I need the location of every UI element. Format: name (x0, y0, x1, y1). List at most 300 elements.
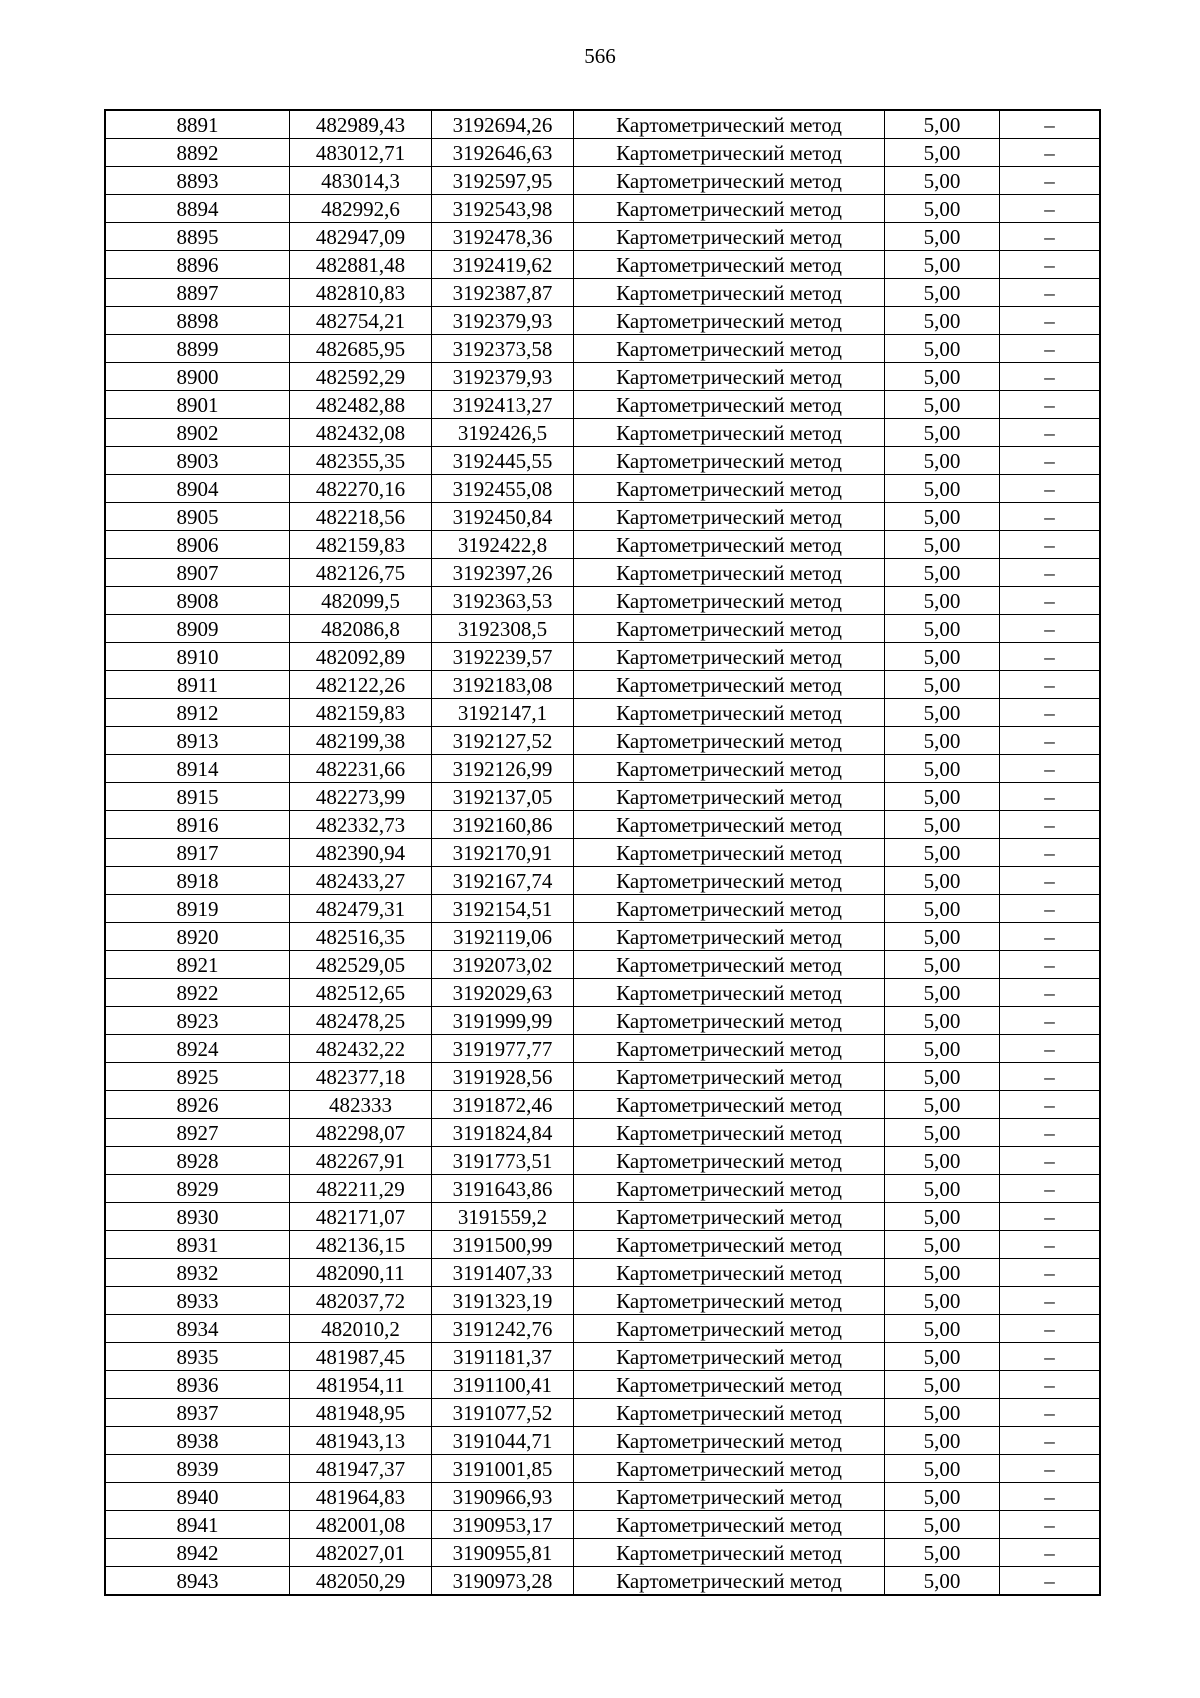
y-coordinate-cell: 3191001,85 (432, 1455, 574, 1483)
x-coordinate-cell: 482086,8 (290, 615, 432, 643)
description-cell: – (1000, 223, 1101, 251)
point-number-cell: 8928 (105, 1147, 290, 1175)
method-cell: Картометрический метод (574, 139, 885, 167)
point-number-cell: 8935 (105, 1343, 290, 1371)
description-cell: – (1000, 1119, 1101, 1147)
table-row (105, 1259, 1100, 1287)
accuracy-cell: 5,00 (885, 110, 1000, 139)
method-cell: Картометрический метод (574, 195, 885, 223)
method-cell: Картометрический метод (574, 671, 885, 699)
x-coordinate-cell: 482027,01 (290, 1539, 432, 1567)
description-cell: – (1000, 1371, 1101, 1399)
y-coordinate-cell: 3192170,91 (432, 839, 574, 867)
description-cell: – (1000, 1091, 1101, 1119)
point-number-cell: 8915 (105, 783, 290, 811)
point-number-cell: 8896 (105, 251, 290, 279)
method-cell: Картометрический метод (574, 587, 885, 615)
table-row (105, 1035, 1100, 1063)
table-row (105, 447, 1100, 475)
accuracy-cell: 5,00 (885, 811, 1000, 839)
point-number-cell: 8913 (105, 727, 290, 755)
y-coordinate-cell: 3192137,05 (432, 783, 574, 811)
table-row (105, 307, 1100, 335)
y-coordinate-cell: 3191181,37 (432, 1343, 574, 1371)
method-cell: Картометрический метод (574, 1511, 885, 1539)
table-row (105, 1119, 1100, 1147)
y-coordinate-cell: 3192419,62 (432, 251, 574, 279)
table-row (105, 1455, 1100, 1483)
x-coordinate-cell: 482199,38 (290, 727, 432, 755)
y-coordinate-cell: 3191928,56 (432, 1063, 574, 1091)
x-coordinate-cell: 482432,22 (290, 1035, 432, 1063)
method-cell: Картометрический метод (574, 1343, 885, 1371)
y-coordinate-cell: 3190973,28 (432, 1567, 574, 1596)
x-coordinate-cell: 481954,11 (290, 1371, 432, 1399)
x-coordinate-cell: 482355,35 (290, 447, 432, 475)
table-row (105, 1371, 1100, 1399)
method-cell: Картометрический метод (574, 251, 885, 279)
description-cell: – (1000, 1343, 1101, 1371)
method-cell: Картометрический метод (574, 335, 885, 363)
accuracy-cell: 5,00 (885, 1539, 1000, 1567)
y-coordinate-cell: 3191500,99 (432, 1231, 574, 1259)
accuracy-cell: 5,00 (885, 447, 1000, 475)
x-coordinate-cell: 482989,43 (290, 110, 432, 139)
y-coordinate-cell: 3192127,52 (432, 727, 574, 755)
y-coordinate-cell: 3192363,53 (432, 587, 574, 615)
description-cell: – (1000, 1455, 1101, 1483)
x-coordinate-cell: 481948,95 (290, 1399, 432, 1427)
description-cell: – (1000, 1035, 1101, 1063)
y-coordinate-cell: 3191977,77 (432, 1035, 574, 1063)
method-cell: Картометрический метод (574, 699, 885, 727)
method-cell: Картометрический метод (574, 979, 885, 1007)
x-coordinate-cell: 482099,5 (290, 587, 432, 615)
point-number-cell: 8909 (105, 615, 290, 643)
accuracy-cell: 5,00 (885, 923, 1000, 951)
accuracy-cell: 5,00 (885, 1399, 1000, 1427)
description-cell: – (1000, 699, 1101, 727)
y-coordinate-cell: 3191773,51 (432, 1147, 574, 1175)
table-body (105, 110, 1100, 1595)
y-coordinate-cell: 3192413,27 (432, 391, 574, 419)
x-coordinate-cell: 482947,09 (290, 223, 432, 251)
x-coordinate-cell: 482211,29 (290, 1175, 432, 1203)
accuracy-cell: 5,00 (885, 195, 1000, 223)
x-coordinate-cell: 482010,2 (290, 1315, 432, 1343)
table-row (105, 587, 1100, 615)
y-coordinate-cell: 3192160,86 (432, 811, 574, 839)
method-cell: Картометрический метод (574, 167, 885, 195)
x-coordinate-cell: 482390,94 (290, 839, 432, 867)
accuracy-cell: 5,00 (885, 671, 1000, 699)
table-row (105, 1539, 1100, 1567)
table-row (105, 1287, 1100, 1315)
x-coordinate-cell: 482432,08 (290, 419, 432, 447)
accuracy-cell: 5,00 (885, 951, 1000, 979)
accuracy-cell: 5,00 (885, 587, 1000, 615)
description-cell: – (1000, 867, 1101, 895)
method-cell: Картометрический метод (574, 1175, 885, 1203)
description-cell: – (1000, 307, 1101, 335)
x-coordinate-cell: 482881,48 (290, 251, 432, 279)
y-coordinate-cell: 3191999,99 (432, 1007, 574, 1035)
point-number-cell: 8897 (105, 279, 290, 307)
table-row (105, 195, 1100, 223)
y-coordinate-cell: 3191077,52 (432, 1399, 574, 1427)
method-cell: Картометрический метод (574, 1091, 885, 1119)
y-coordinate-cell: 3190953,17 (432, 1511, 574, 1539)
method-cell: Картометрический метод (574, 1315, 885, 1343)
accuracy-cell: 5,00 (885, 139, 1000, 167)
y-coordinate-cell: 3192478,36 (432, 223, 574, 251)
description-cell: – (1000, 1539, 1101, 1567)
accuracy-cell: 5,00 (885, 867, 1000, 895)
point-number-cell: 8900 (105, 363, 290, 391)
point-number-cell: 8919 (105, 895, 290, 923)
x-coordinate-cell: 482377,18 (290, 1063, 432, 1091)
x-coordinate-cell: 482001,08 (290, 1511, 432, 1539)
table-row (105, 391, 1100, 419)
accuracy-cell: 5,00 (885, 783, 1000, 811)
method-cell: Картометрический метод (574, 1259, 885, 1287)
method-cell: Картометрический метод (574, 363, 885, 391)
accuracy-cell: 5,00 (885, 559, 1000, 587)
y-coordinate-cell: 3192147,1 (432, 699, 574, 727)
description-cell: – (1000, 1175, 1101, 1203)
accuracy-cell: 5,00 (885, 1175, 1000, 1203)
y-coordinate-cell: 3192308,5 (432, 615, 574, 643)
x-coordinate-cell: 482529,05 (290, 951, 432, 979)
method-cell: Картометрический метод (574, 783, 885, 811)
description-cell: – (1000, 727, 1101, 755)
table-row (105, 1315, 1100, 1343)
accuracy-cell: 5,00 (885, 1035, 1000, 1063)
x-coordinate-cell: 481987,45 (290, 1343, 432, 1371)
description-cell: – (1000, 1511, 1101, 1539)
x-coordinate-cell: 482479,31 (290, 895, 432, 923)
accuracy-cell: 5,00 (885, 727, 1000, 755)
accuracy-cell: 5,00 (885, 167, 1000, 195)
point-number-cell: 8918 (105, 867, 290, 895)
y-coordinate-cell: 3192239,57 (432, 643, 574, 671)
point-number-cell: 8907 (105, 559, 290, 587)
method-cell: Картометрический метод (574, 895, 885, 923)
point-number-cell: 8932 (105, 1259, 290, 1287)
accuracy-cell: 5,00 (885, 307, 1000, 335)
y-coordinate-cell: 3191407,33 (432, 1259, 574, 1287)
description-cell: – (1000, 503, 1101, 531)
point-number-cell: 8942 (105, 1539, 290, 1567)
x-coordinate-cell: 482092,89 (290, 643, 432, 671)
accuracy-cell: 5,00 (885, 1147, 1000, 1175)
y-coordinate-cell: 3190955,81 (432, 1539, 574, 1567)
description-cell: – (1000, 335, 1101, 363)
method-cell: Картометрический метод (574, 727, 885, 755)
table-row (105, 1511, 1100, 1539)
method-cell: Картометрический метод (574, 279, 885, 307)
table-row (105, 419, 1100, 447)
x-coordinate-cell: 482218,56 (290, 503, 432, 531)
table-row (105, 727, 1100, 755)
table-row (105, 223, 1100, 251)
description-cell: – (1000, 110, 1101, 139)
method-cell: Картометрический метод (574, 307, 885, 335)
table-row (105, 1567, 1100, 1596)
accuracy-cell: 5,00 (885, 1315, 1000, 1343)
table-row (105, 110, 1100, 139)
accuracy-cell: 5,00 (885, 699, 1000, 727)
description-cell: – (1000, 671, 1101, 699)
point-number-cell: 8911 (105, 671, 290, 699)
point-number-cell: 8906 (105, 531, 290, 559)
accuracy-cell: 5,00 (885, 1259, 1000, 1287)
point-number-cell: 8936 (105, 1371, 290, 1399)
table-row (105, 1231, 1100, 1259)
description-cell: – (1000, 1063, 1101, 1091)
table-row (105, 867, 1100, 895)
y-coordinate-cell: 3190966,93 (432, 1483, 574, 1511)
description-cell: – (1000, 559, 1101, 587)
point-number-cell: 8943 (105, 1567, 290, 1596)
x-coordinate-cell: 482231,66 (290, 755, 432, 783)
description-cell: – (1000, 1315, 1101, 1343)
x-coordinate-cell: 482482,88 (290, 391, 432, 419)
y-coordinate-cell: 3191323,19 (432, 1287, 574, 1315)
table-row (105, 1175, 1100, 1203)
description-cell: – (1000, 587, 1101, 615)
x-coordinate-cell: 482685,95 (290, 335, 432, 363)
description-cell: – (1000, 1007, 1101, 1035)
x-coordinate-cell: 482992,6 (290, 195, 432, 223)
method-cell: Картометрический метод (574, 1287, 885, 1315)
table-row (105, 1483, 1100, 1511)
description-cell: – (1000, 1259, 1101, 1287)
method-cell: Картометрический метод (574, 503, 885, 531)
y-coordinate-cell: 3192373,58 (432, 335, 574, 363)
table-row (105, 139, 1100, 167)
description-cell: – (1000, 839, 1101, 867)
point-number-cell: 8926 (105, 1091, 290, 1119)
accuracy-cell: 5,00 (885, 335, 1000, 363)
method-cell: Картометрический метод (574, 1231, 885, 1259)
x-coordinate-cell: 482126,75 (290, 559, 432, 587)
accuracy-cell: 5,00 (885, 531, 1000, 559)
accuracy-cell: 5,00 (885, 419, 1000, 447)
y-coordinate-cell: 3191824,84 (432, 1119, 574, 1147)
accuracy-cell: 5,00 (885, 1343, 1000, 1371)
point-number-cell: 8893 (105, 167, 290, 195)
accuracy-cell: 5,00 (885, 1119, 1000, 1147)
table-row (105, 699, 1100, 727)
y-coordinate-cell: 3192387,87 (432, 279, 574, 307)
description-cell: – (1000, 363, 1101, 391)
point-number-cell: 8916 (105, 811, 290, 839)
x-coordinate-cell: 483014,3 (290, 167, 432, 195)
y-coordinate-cell: 3191044,71 (432, 1427, 574, 1455)
description-cell: – (1000, 615, 1101, 643)
y-coordinate-cell: 3192379,93 (432, 363, 574, 391)
point-number-cell: 8931 (105, 1231, 290, 1259)
x-coordinate-cell: 481947,37 (290, 1455, 432, 1483)
point-number-cell: 8910 (105, 643, 290, 671)
x-coordinate-cell: 482159,83 (290, 699, 432, 727)
y-coordinate-cell: 3191100,41 (432, 1371, 574, 1399)
y-coordinate-cell: 3192029,63 (432, 979, 574, 1007)
description-cell: – (1000, 251, 1101, 279)
x-coordinate-cell: 482136,15 (290, 1231, 432, 1259)
y-coordinate-cell: 3192397,26 (432, 559, 574, 587)
table-row (105, 1427, 1100, 1455)
y-coordinate-cell: 3192597,95 (432, 167, 574, 195)
y-coordinate-cell: 3192379,93 (432, 307, 574, 335)
point-number-cell: 8923 (105, 1007, 290, 1035)
table-row (105, 783, 1100, 811)
method-cell: Картометрический метод (574, 811, 885, 839)
accuracy-cell: 5,00 (885, 1371, 1000, 1399)
x-coordinate-cell: 482159,83 (290, 531, 432, 559)
table-row (105, 643, 1100, 671)
accuracy-cell: 5,00 (885, 1427, 1000, 1455)
table-row (105, 1091, 1100, 1119)
accuracy-cell: 5,00 (885, 1231, 1000, 1259)
method-cell: Картометрический метод (574, 1063, 885, 1091)
accuracy-cell: 5,00 (885, 1455, 1000, 1483)
x-coordinate-cell: 482433,27 (290, 867, 432, 895)
y-coordinate-cell: 3192426,5 (432, 419, 574, 447)
method-cell: Картометрический метод (574, 391, 885, 419)
y-coordinate-cell: 3192646,63 (432, 139, 574, 167)
point-number-cell: 8899 (105, 335, 290, 363)
point-number-cell: 8898 (105, 307, 290, 335)
accuracy-cell: 5,00 (885, 1287, 1000, 1315)
point-number-cell: 8908 (105, 587, 290, 615)
point-number-cell: 8914 (105, 755, 290, 783)
description-cell: – (1000, 643, 1101, 671)
x-coordinate-cell: 482298,07 (290, 1119, 432, 1147)
point-number-cell: 8904 (105, 475, 290, 503)
table-row (105, 979, 1100, 1007)
x-coordinate-cell: 482592,29 (290, 363, 432, 391)
accuracy-cell: 5,00 (885, 615, 1000, 643)
table-row (105, 1007, 1100, 1035)
y-coordinate-cell: 3192126,99 (432, 755, 574, 783)
point-number-cell: 8920 (105, 923, 290, 951)
point-number-cell: 8937 (105, 1399, 290, 1427)
method-cell: Картометрический метод (574, 1399, 885, 1427)
method-cell: Картометрический метод (574, 1007, 885, 1035)
accuracy-cell: 5,00 (885, 279, 1000, 307)
method-cell: Картометрический метод (574, 1147, 885, 1175)
point-number-cell: 8917 (105, 839, 290, 867)
point-number-cell: 8938 (105, 1427, 290, 1455)
table-row (105, 559, 1100, 587)
description-cell: – (1000, 923, 1101, 951)
description-cell: – (1000, 475, 1101, 503)
table-row (105, 531, 1100, 559)
table-row (105, 755, 1100, 783)
description-cell: – (1000, 783, 1101, 811)
accuracy-cell: 5,00 (885, 1511, 1000, 1539)
x-coordinate-cell: 482267,91 (290, 1147, 432, 1175)
method-cell: Картометрический метод (574, 1455, 885, 1483)
x-coordinate-cell: 481964,83 (290, 1483, 432, 1511)
description-cell: – (1000, 1287, 1101, 1315)
description-cell: – (1000, 1483, 1101, 1511)
point-number-cell: 8902 (105, 419, 290, 447)
method-cell: Картометрический метод (574, 531, 885, 559)
table-row (105, 167, 1100, 195)
point-number-cell: 8941 (105, 1511, 290, 1539)
y-coordinate-cell: 3192543,98 (432, 195, 574, 223)
description-cell: – (1000, 1399, 1101, 1427)
method-cell: Картометрический метод (574, 419, 885, 447)
x-coordinate-cell: 482270,16 (290, 475, 432, 503)
description-cell: – (1000, 895, 1101, 923)
table-row (105, 1203, 1100, 1231)
description-cell: – (1000, 531, 1101, 559)
method-cell: Картометрический метод (574, 223, 885, 251)
point-number-cell: 8905 (105, 503, 290, 531)
point-number-cell: 8922 (105, 979, 290, 1007)
y-coordinate-cell: 3191872,46 (432, 1091, 574, 1119)
point-number-cell: 8901 (105, 391, 290, 419)
accuracy-cell: 5,00 (885, 643, 1000, 671)
table-row (105, 279, 1100, 307)
method-cell: Картометрический метод (574, 923, 885, 951)
method-cell: Картометрический метод (574, 1371, 885, 1399)
table-row (105, 811, 1100, 839)
description-cell: – (1000, 1567, 1101, 1596)
point-number-cell: 8927 (105, 1119, 290, 1147)
description-cell: – (1000, 419, 1101, 447)
point-number-cell: 8895 (105, 223, 290, 251)
description-cell: – (1000, 195, 1101, 223)
method-cell: Картометрический метод (574, 1119, 885, 1147)
accuracy-cell: 5,00 (885, 1063, 1000, 1091)
table-row (105, 615, 1100, 643)
accuracy-cell: 5,00 (885, 1483, 1000, 1511)
description-cell: – (1000, 1147, 1101, 1175)
x-coordinate-cell: 482333 (290, 1091, 432, 1119)
point-number-cell: 8891 (105, 110, 290, 139)
method-cell: Картометрический метод (574, 1483, 885, 1511)
x-coordinate-cell: 482171,07 (290, 1203, 432, 1231)
page-number: 566 (584, 44, 616, 68)
x-coordinate-cell: 481943,13 (290, 1427, 432, 1455)
x-coordinate-cell: 482122,26 (290, 671, 432, 699)
point-number-cell: 8924 (105, 1035, 290, 1063)
method-cell: Картометрический метод (574, 1203, 885, 1231)
y-coordinate-cell: 3191242,76 (432, 1315, 574, 1343)
description-cell: – (1000, 1427, 1101, 1455)
table-row (105, 363, 1100, 391)
point-number-cell: 8940 (105, 1483, 290, 1511)
table-row (105, 335, 1100, 363)
point-number-cell: 8939 (105, 1455, 290, 1483)
accuracy-cell: 5,00 (885, 755, 1000, 783)
x-coordinate-cell: 482037,72 (290, 1287, 432, 1315)
table-row (105, 1343, 1100, 1371)
method-cell: Картометрический метод (574, 1567, 885, 1596)
description-cell: – (1000, 951, 1101, 979)
point-number-cell: 8925 (105, 1063, 290, 1091)
accuracy-cell: 5,00 (885, 363, 1000, 391)
table-row (105, 671, 1100, 699)
y-coordinate-cell: 3192455,08 (432, 475, 574, 503)
method-cell: Картометрический метод (574, 475, 885, 503)
description-cell: – (1000, 1203, 1101, 1231)
